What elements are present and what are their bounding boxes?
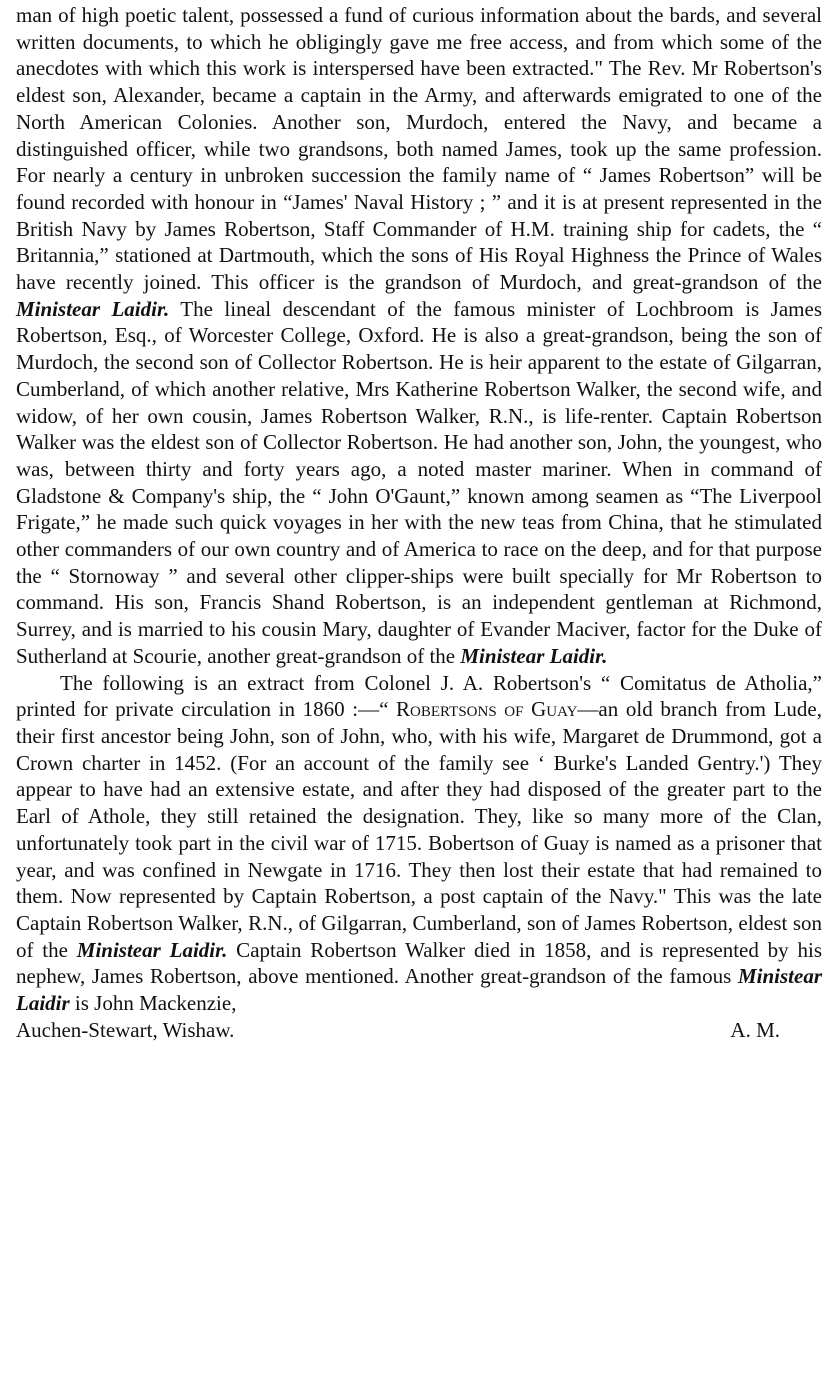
address-text: Auchen-Stewart, Wishaw. bbox=[16, 1017, 235, 1042]
italic-ministear-laidir: Ministear Laidir. bbox=[76, 937, 228, 962]
paragraph-robertson-family bbox=[16, 2, 822, 670]
paragraph-text: The lineal descendant of the famous minister of Lochbroom is James Robertson, Esq., of Worcester College, Oxford. He is also a great-grandson, being the son of Murdoch, the second son of Collector Robertson. He is heir apparent to the estate of Gilgarran, Cumberland, of which another relative, Mrs Katherine Robertson Walker, the second wife, and widow, of her own cousin, James Robertson Walker, R.N., is life-renter. Captain Robertson Walker was the eldest son of Collector Robertson. He had another son, John, the youngest, who was, between thirty and forty years ago, a noted master mariner. When in command of Gladstone & Company's ship, the “ John O'Gaunt,” known among seamen as “The Liverpool Frigate,” he made such quick voyages in her with the new teas from China, that he stimulated other commanders of our own country and of America to race on the deep, and for that purpose the “ Stornoway ” and several other clipper-ships were built specially for Mr Robertson to command. His son, Francis Shand Robertson, is an independent gentleman at Richmond, Surrey, and is married to his cousin Mary, daughter of Evander Maciver, factor for the Duke of Sutherland at Scourie, another great-grandson of the bbox=[16, 296, 822, 668]
italic-ministear-laidir: Ministear Laidir. bbox=[16, 296, 170, 321]
paragraph-comitatus-extract bbox=[16, 670, 822, 1017]
paragraph-text: The following is an extract from Colonel J. A. Robertson's “ Comitatus de Atholia,” printed for private circulation in 1860 :—“ bbox=[16, 670, 822, 722]
small-caps-heading: Robertsons of Guay bbox=[396, 697, 578, 722]
italic-ministear-laidir: Ministear Laidir. bbox=[460, 643, 608, 668]
paragraph-text: Captain Robertson Walker died in 1858, and is represented by his nephew, James Robertson, above mentioned. Another great-grandson of the famous bbox=[16, 937, 823, 989]
closing-line bbox=[16, 1017, 822, 1044]
paragraph-text: is John Mackenzie, bbox=[69, 991, 237, 1016]
author-signature: A. M. bbox=[730, 1017, 780, 1042]
italic-ministear-laidir: Ministear Laidir bbox=[16, 964, 822, 1016]
paragraph-text: —an old branch from Lude, their first ancestor being John, son of John, who, with his wife, Margaret de Drummond, got a Crown charter in 1452. (For an account of the family see ‘ Burke's Landed Gentry.') They appear to have had an extensive estate, and after they had disposed of the greater part to the Earl of Athole, they still retained the designation. They, like so many more of the Clan, unfortunately took part in the civil war of 1715. Bobertson of Guay is named as a prisoner that year, and was confined in Newgate in 1716. They then lost their estate that had remained to them. Now represented by Captain Robertson, a post captain of the Navy." This was the late Captain Robertson Walker, R.N., of Gilgarran, Cumberland, son of James Robertson, eldest son of the bbox=[16, 697, 822, 962]
paragraph-text: man of high poetic talent, possessed a fund of curious information about the bards, and several written documents, to which he obligingly gave me free access, and from which some of the anecdotes with which this work is interspersed have been extracted." The Rev. Mr Robertson's eldest son, Alexander, became a captain in the Army, and afterwards emigrated to one of the North American Colonies. Another son, Murdoch, entered the Navy, and became a distinguished officer, while two grandsons, both named James, took up the same profession. For nearly a century in unbroken succession the family name of “ James Robertson” will be found recorded with honour in “James' Naval History ; ” and it is at present represented in the British Navy by James Robertson, Staff Commander of H.M. training ship for cadets, the “ Britannia,” stationed at Dartmouth, which the sons of His Royal Highness the Prince of Wales have recently joined. This officer is the grandson of Murdoch, and great-grandson of the bbox=[16, 3, 822, 295]
